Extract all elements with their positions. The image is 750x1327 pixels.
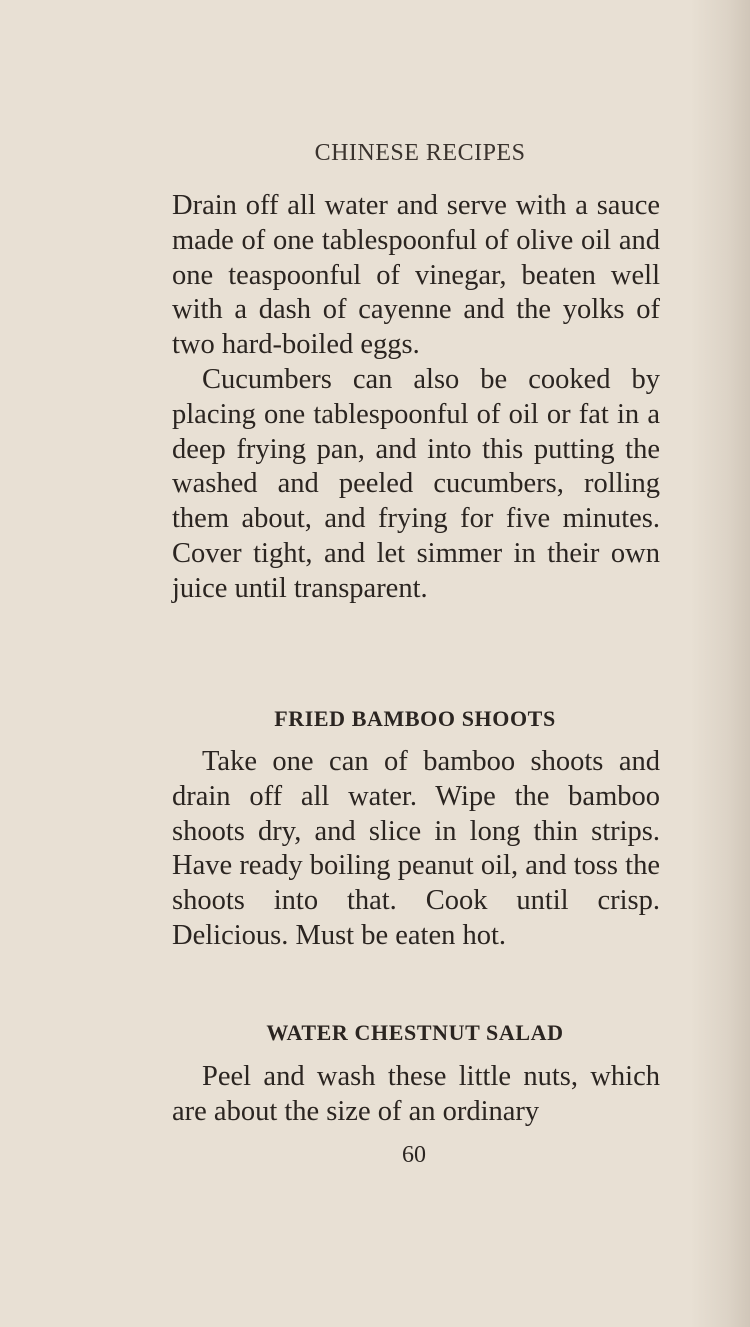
heading-water-chestnut-salad: WATER CHESTNUT SALAD <box>266 1020 564 1045</box>
paragraph-cucumbers-cooked: Cucumbers can also be cooked by placing one tablespoonful of oil or fat in a deep frying pan, and into this putting the washed and peeled cucumbers, rolling them about, and frying for five minutes. Cover tight, and let simmer in their own juice until transparent. <box>172 363 660 604</box>
paragraph-sauce: Drain off all water and serve with a sauce made of one tablespoonful of olive oil and one teaspoonful of vinegar, beaten well with a dash of cayenne and the yolks of two hard-boiled eggs. <box>172 190 660 361</box>
paragraph-bamboo-shoots: Take one can of bamboo shoots and drain off all water. Wipe the bamboo shoots dry, and slice in long thin strips. Have ready boiling peanut oil, and toss the shoots into that. Cook until crisp. Delicious. Must be eaten hot. <box>172 746 660 951</box>
running-head: CHINESE RECIPES <box>314 140 526 166</box>
section-bamboo-shoots <box>172 745 660 954</box>
section-cucumbers <box>172 189 660 607</box>
section-water-chestnut <box>172 1060 660 1130</box>
heading-fried-bamboo-shoots: FRIED BAMBOO SHOOTS <box>274 706 556 731</box>
paragraph-water-chestnut: Peel and wash these little nuts, which are about the size of an ordinary <box>172 1061 660 1127</box>
page-number: 60 <box>402 1142 426 1168</box>
